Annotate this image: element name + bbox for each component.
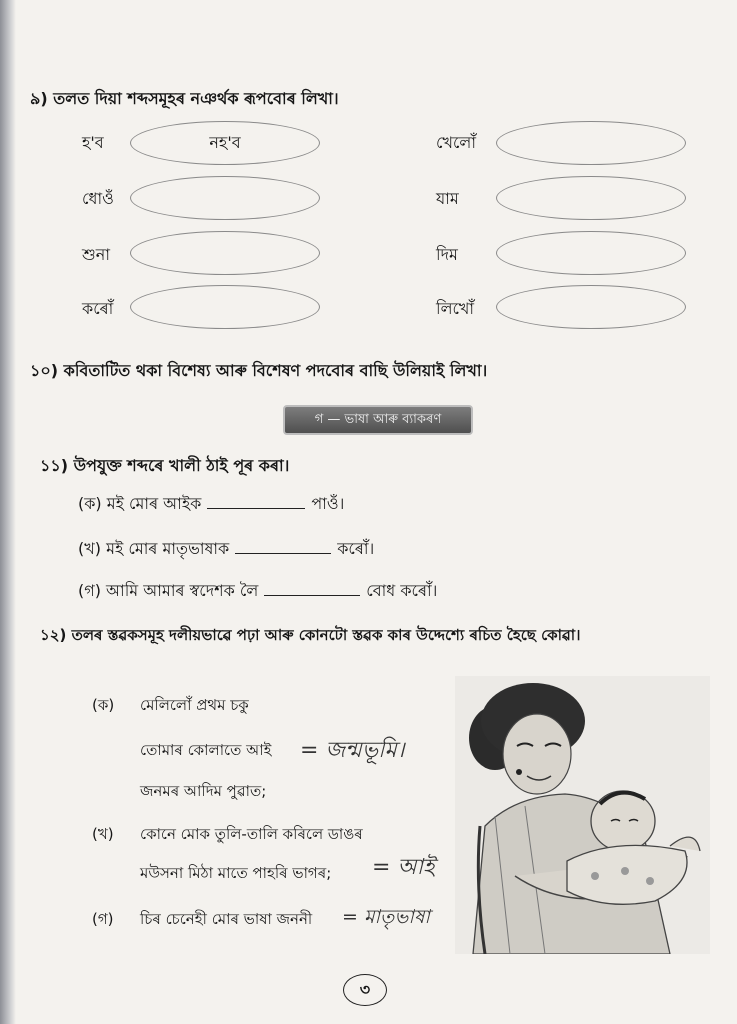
page-edge-shadow xyxy=(0,0,16,1024)
stanza-b-line-1: কোনে মোক তুলি-তালি কৰিলে ডাঙৰ xyxy=(140,825,363,843)
q9-answer-oval-6[interactable] xyxy=(496,176,686,220)
stanza-c-handwritten-note: = মাতৃভাষা xyxy=(342,906,430,928)
q11-item-2 xyxy=(78,536,374,563)
q11-item-3-suffix: বোধ কৰোঁ। xyxy=(366,581,438,600)
section-banner xyxy=(283,405,473,435)
q11-blank-3[interactable] xyxy=(264,581,360,596)
stanza-c-marker: (গ) xyxy=(92,910,114,928)
q11-blank-2[interactable] xyxy=(235,539,331,554)
q9-word-8: লিখোঁ xyxy=(436,299,475,318)
q11-title: ১১) উপযুক্ত শব্দৰে খালী ঠাই পূৰ কৰা। xyxy=(40,456,290,475)
q9-answer-oval-2[interactable] xyxy=(130,176,320,220)
q11-item-3 xyxy=(78,578,437,605)
q12-title: ১২) তলৰ স্তৱকসমূহ দলীয়ভাৱে পঢ়া আৰু কোনটো স্তৱক কাৰ উদ্দেশ্যে ৰচিত হৈছে কোৱা। xyxy=(40,626,581,644)
stanza-a-line-3: জনমৰ আদিম পুৱাত; xyxy=(140,782,267,800)
q11-item-1-prefix: (ক) মই মোৰ আইক xyxy=(78,494,202,513)
q9-answer-oval-5[interactable] xyxy=(496,121,686,165)
q9-word-3: শুনা xyxy=(82,245,110,264)
q9-word-6: যাম xyxy=(436,189,459,208)
q9-word-7: দিম xyxy=(436,245,458,264)
q9-answer-1: নহ'ব xyxy=(209,132,241,152)
q9-answer-oval-8[interactable] xyxy=(496,285,686,329)
stanza-a-line-2: তোমাৰ কোলাতে আই xyxy=(140,741,272,759)
q9-answer-oval-3[interactable] xyxy=(130,231,320,275)
stanza-a-marker: (ক) xyxy=(92,696,115,714)
stanza-c-line-1: চিৰ চেনেহী মোৰ ভাষা জননী xyxy=(140,910,313,928)
stanza-a-handwritten-note: = জন্মভূমি। xyxy=(300,738,405,763)
stanza-b-handwritten-note: = আই xyxy=(372,855,435,880)
stanza-a-line-1: মেলিলোঁ প্ৰথম চকু xyxy=(140,696,249,714)
q10-title: ১০) কবিতাটিত থকা বিশেষ্য আৰু বিশেষণ পদবোৰ বাছি উলিয়াই লিখা। xyxy=(30,361,488,380)
stanza-b-line-2: মউসনা মিঠা মাতে পাহৰি ভাগৰ; xyxy=(140,864,332,882)
q9-answer-oval-1[interactable] xyxy=(130,121,320,165)
q9-answer-oval-4[interactable] xyxy=(130,285,320,329)
stanza-b-marker: (খ) xyxy=(92,825,114,843)
q11-blank-1[interactable] xyxy=(207,494,305,509)
q11-item-2-suffix: কৰোঁ। xyxy=(337,539,375,558)
page-number xyxy=(343,974,387,1006)
q11-item-2-prefix: (খ) মই মোৰ মাতৃভাষাক xyxy=(78,539,230,558)
q9-word-5: খেলোঁ xyxy=(436,133,476,152)
q9-word-1: হ'ব xyxy=(82,133,104,152)
page-number-text: ৩ xyxy=(359,979,371,999)
q9-word-4: কৰোঁ xyxy=(82,299,114,318)
q11-item-1 xyxy=(78,491,344,518)
q11-item-3-prefix: (গ) আমি আমাৰ স্বদেশক লৈ xyxy=(78,581,259,600)
q9-title: ৯) তলত দিয়া শব্দসমূহৰ নঞৰ্থক ৰূপবোৰ লিখা। xyxy=(30,89,339,108)
q9-answer-oval-7[interactable] xyxy=(496,231,686,275)
q11-item-1-suffix: পাওঁ। xyxy=(311,494,345,513)
mother-baby-illustration xyxy=(455,676,710,954)
section-banner-label: গ — ভাষা আৰু ব্যাকৰণ xyxy=(314,411,442,427)
q9-word-2: ধোওঁ xyxy=(82,189,114,208)
